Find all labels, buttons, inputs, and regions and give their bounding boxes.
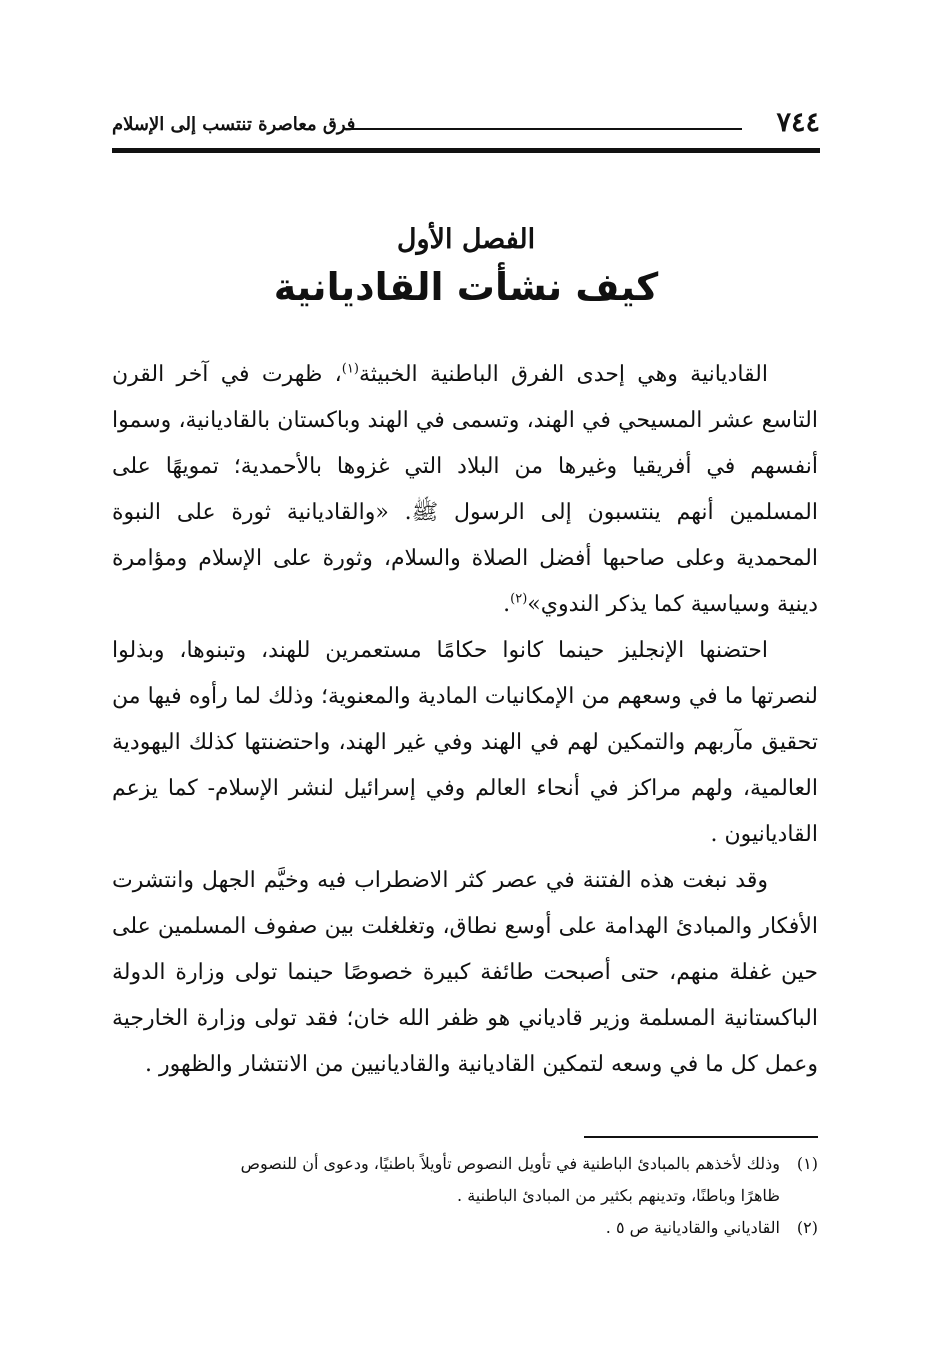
paragraph-text: القاديانية وهي إحدى الفرق الباطنية الخبيثة: [358, 362, 768, 387]
header-divider-line: [352, 128, 742, 130]
chapter-title: كيف نشأت القاديانية: [273, 265, 659, 309]
footnote-text: القادياني والقاديانية ص ٥ .: [605, 1218, 780, 1237]
paragraph: وقد نبغت هذه الفتنة في عصر كثر الاضطراب فيه وخيَّم الجهل وانتشرت الأفكار والمبادئ الهدامة على أوسع نطاق، وتغلغلت بين صفوف المسلمين على حين غفلة منهم، حتى أصبحت طائفة كبيرة خصوصًا حينما تولى وزارة الدولة الباكستانية المسلمة وزير قادياني هو ظفر الله خان؛ فقد تولى وزارة الخارجية وعمل كل ما في وسعه لتمكين القاديانية والقاديانيين من الانتشار والظهور .: [112, 868, 818, 1077]
paragraph: احتضنها الإنجليز حينما كانوا حكامًا مستعمرين للهند، وتبنوها، وبذلوا لنصرتها ما في وسعهم من الإمكانيات المادية والمعنوية؛ وذلك لما رأوه فيها من تحقيق مآربهم والتمكين لهم في الهند وفي غير الهند، واحتضنتها كذلك اليهودية العالمية، ولهم مراكز في أنحاء العالم وفي إسرائيل لنشر الإسلام- كما يزعم القاديانيون .: [112, 638, 818, 847]
footnote-ref[interactable]: (١): [341, 361, 359, 377]
running-title: فرق معاصرة تنتسب إلى الإسلام: [112, 114, 356, 135]
footnotes: [112, 1148, 818, 1244]
paragraph: [112, 352, 818, 628]
page-header: [112, 106, 820, 146]
footnote-2: [112, 1212, 818, 1244]
footnote-number: (١): [796, 1154, 818, 1173]
footnote-1-continued: ظاهرًا وباطنًا، وتدينهم بكثير من المبادئ الباطنية .: [457, 1186, 780, 1205]
body-text: [112, 352, 818, 1088]
footnote-text: وذلك لأخذهم بالمبادئ الباطنية في تأويل النصوص تأويلاً باطنيًا، ودعوى أن للنصوص: [240, 1154, 780, 1173]
footnote-separator: [584, 1136, 818, 1138]
footnote-number: (٢): [796, 1218, 818, 1237]
page-number: ٧٤٤: [776, 107, 820, 138]
paragraph-text: ، ظهرت في آخر القرن التاسع عشر المسيحي في الهند، وتسمى في الهند وباكستان بالقاديانية، وسموا أنفسهم في أفريقيا وغيرها من البلاد التي غزوها بالأحمدية؛ تمويهًا على المسلمين أنهم ينتسبون إلى الرسول ﷺ. «والقاديانية ثورة على النبوة المحمدية وعلى صاحبها أفضل الصلاة والسلام، وثورة على الإسلام ومؤامرة دينية وسياسية كما يذكر الندوي»: [112, 362, 818, 617]
footnote-ref[interactable]: (٢): [510, 591, 528, 607]
footnote-1: [112, 1148, 818, 1180]
paragraph-text: .: [503, 592, 511, 617]
header-rule: [112, 148, 820, 153]
chapter-label: الفصل الأول: [396, 224, 536, 255]
